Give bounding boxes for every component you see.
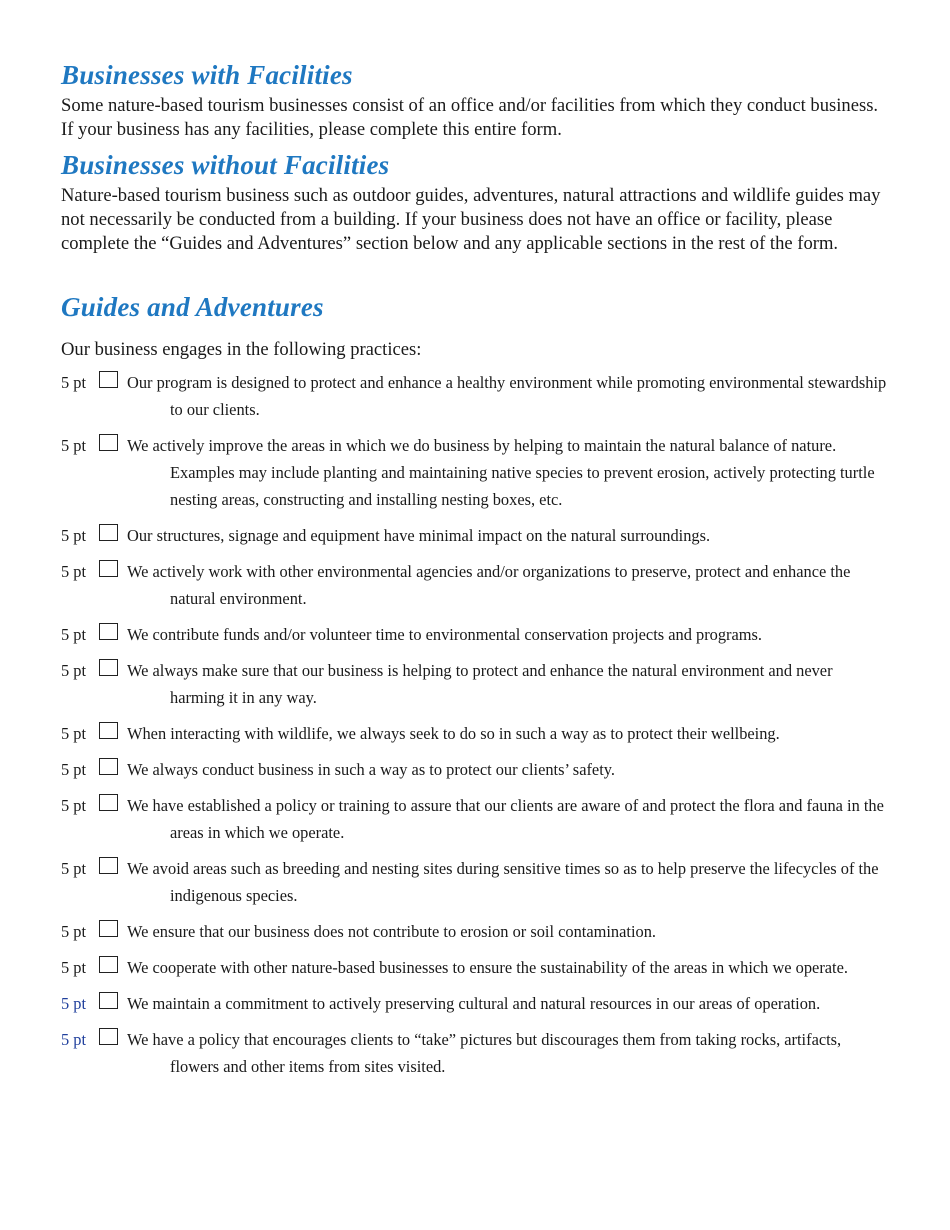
practice-checkbox[interactable] [99, 560, 118, 577]
points-label: 5 pt [61, 922, 87, 941]
practice-item [61, 432, 891, 513]
points-label: 5 pt [61, 661, 87, 680]
practice-item [61, 720, 891, 747]
practice-item [61, 792, 891, 846]
points-label: 5 pt [61, 724, 87, 743]
points-label: 5 pt [61, 625, 87, 644]
practice-checkbox[interactable] [99, 857, 118, 874]
practice-text: We maintain a commitment to actively preserving cultural and natural resources in our areas of operation. [127, 994, 821, 1013]
practice-checkbox[interactable] [99, 722, 118, 739]
practice-item [61, 990, 891, 1017]
points-label: 5 pt [61, 958, 87, 977]
points-label: 5 pt [61, 436, 87, 455]
practice-checkbox[interactable] [99, 623, 118, 640]
practice-item [61, 522, 891, 549]
points-label: 5 pt [61, 859, 87, 878]
points-label: 5 pt [61, 526, 87, 545]
points-label: 5 pt [61, 562, 87, 581]
points-label: 5 pt [61, 760, 87, 779]
points-label: 5 pt [61, 1030, 87, 1049]
practice-checkbox[interactable] [99, 434, 118, 451]
practice-text: We contribute funds and/or volunteer time to environmental conservation projects and programs. [127, 625, 763, 644]
heading-guides-and-adventures: Guides and Adventures [61, 292, 324, 322]
points-label: 5 pt [61, 994, 87, 1013]
practice-item [61, 558, 891, 612]
practice-text: We avoid areas such as breeding and nesting sites during sensitive times so as to help preserve the lifecycles of the indigenous species. [127, 859, 879, 905]
practice-checkbox[interactable] [99, 524, 118, 541]
practice-item [61, 657, 891, 711]
practice-checkbox[interactable] [99, 920, 118, 937]
practice-text: Our program is designed to protect and enhance a healthy environment while promoting environmental stewardship to our clients. [127, 373, 887, 419]
practice-item [61, 954, 891, 981]
practice-checklist [61, 369, 891, 1080]
points-label: 5 pt [61, 796, 87, 815]
paragraph-with-facilities: Some nature-based tourism businesses consist of an office and/or facilities from which they conduct business. If your business has any facilities, please complete this entire form. [61, 95, 879, 140]
practice-item [61, 621, 891, 648]
practice-text: We have a policy that encourages clients to “take” pictures but discourages them from taking rocks, artifacts, flowers and other items from sites visited. [127, 1030, 842, 1076]
practice-checkbox[interactable] [99, 992, 118, 1009]
practice-checkbox[interactable] [99, 371, 118, 388]
practice-text: Our structures, signage and equipment have minimal impact on the natural surroundings. [127, 526, 711, 545]
practice-text: We have established a policy or training to assure that our clients are aware of and protect the flora and fauna in the areas in which we operate. [127, 796, 884, 842]
points-label: 5 pt [61, 373, 87, 392]
practice-item [61, 918, 891, 945]
practice-item [61, 855, 891, 909]
practice-text: We actively improve the areas in which we do business by helping to maintain the natural balance of nature. Examples may include planting and maintaining native species to prevent erosion, actively protecting turtle nesting areas, constructing and installing nesting boxes, etc. [127, 436, 875, 509]
practice-text: When interacting with wildlife, we always seek to do so in such a way as to protect their wellbeing. [127, 724, 780, 743]
practice-checkbox[interactable] [99, 794, 118, 811]
practice-text: We always conduct business in such a way as to protect our clients’ safety. [127, 760, 615, 779]
paragraph-without-facilities: Nature-based tourism business such as outdoor guides, adventures, natural attractions and wildlife guides may not necessarily be conducted from a building. If your business does not have an office or facility, please complete the “Guides and Adventures” section below and any applicable sections in the rest of the form. [61, 185, 881, 254]
document-page [61, 58, 891, 1089]
heading-businesses-without-facilities: Businesses without Facilities [61, 150, 390, 180]
practice-text: We ensure that our business does not contribute to erosion or soil contamination. [127, 922, 656, 941]
practice-checkbox[interactable] [99, 956, 118, 973]
practice-checkbox[interactable] [99, 758, 118, 775]
practice-text: We always make sure that our business is helping to protect and enhance the natural environment and never harming it in any way. [127, 661, 833, 707]
practice-text: We actively work with other environmental agencies and/or organizations to preserve, protect and enhance the natural environment. [127, 562, 851, 608]
practice-checkbox[interactable] [99, 659, 118, 676]
practices-intro: Our business engages in the following practices: [61, 339, 422, 360]
practice-checkbox[interactable] [99, 1028, 118, 1045]
practice-item [61, 756, 891, 783]
practice-item [61, 1026, 891, 1080]
practice-item [61, 369, 891, 423]
practice-text: We cooperate with other nature-based businesses to ensure the sustainability of the areas in which we operate. [127, 958, 848, 977]
heading-businesses-with-facilities: Businesses with Facilities [61, 60, 353, 90]
